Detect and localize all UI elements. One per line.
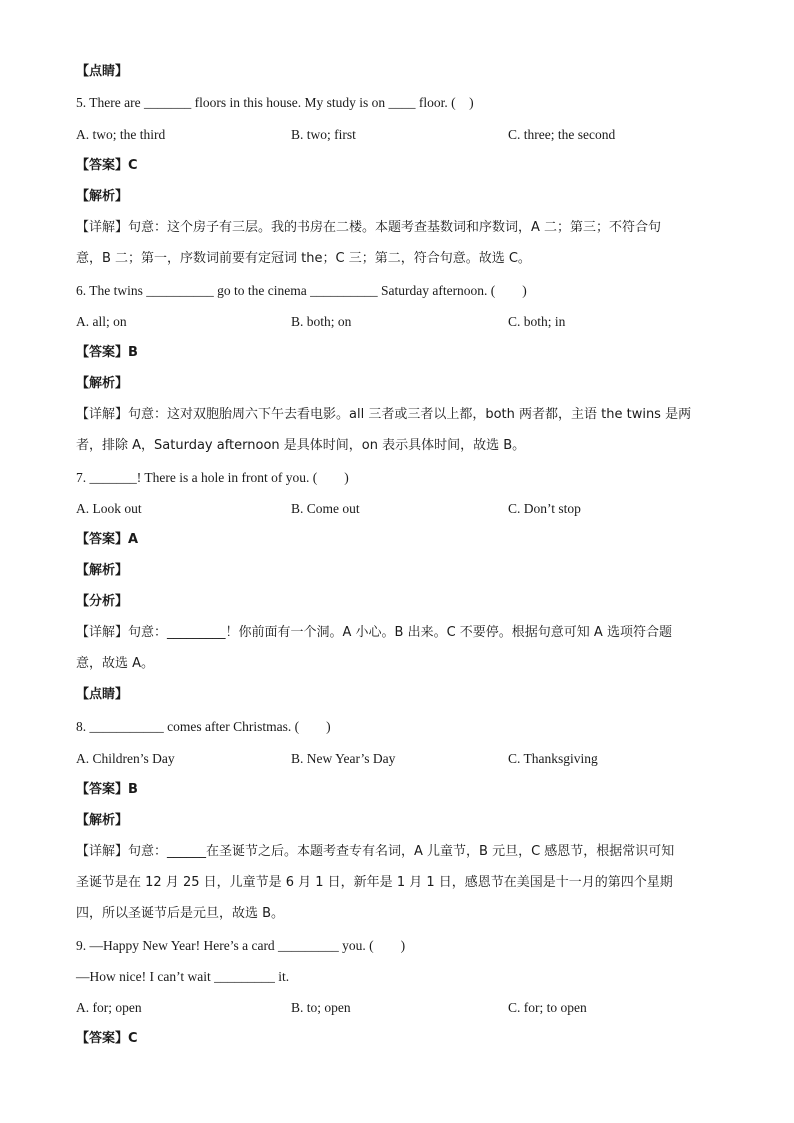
option-a: A. Look out (76, 501, 142, 516)
analysis-5-heading: 【解析】 (76, 189, 129, 204)
question-9-reply: —How nice! I can’t wait _________ it. (76, 969, 290, 984)
dianjing-heading: 【点睛】 (76, 64, 129, 79)
question-7-options (76, 500, 716, 518)
dianjing-7-heading: 【点睛】 (76, 687, 129, 702)
answer-7: 【答案】A (76, 532, 139, 547)
option-b: B. to; open (291, 1000, 351, 1015)
option-a: A. all; on (76, 314, 127, 329)
option-c: C. Thanksgiving (508, 751, 598, 766)
detail-8-line-1: 【详解】句意：______在圣诞节之后。本题考查专有名词，A 儿童节，B 元旦，C 感恩节，根据常识可知 (76, 844, 675, 859)
detail-6-line-1: 【详解】句意：这对双胞胎周六下午去看电影。all 三者或三者以上都，both 两者都，主语 the twins 是两 (76, 407, 692, 422)
question-6: 6. The twins __________ go to the cinema __________ Saturday afternoon. ( ) (76, 283, 527, 298)
option-c: C. Don’t stop (508, 501, 581, 516)
answer-6: 【答案】B (76, 345, 138, 360)
detail-8-line-2: 圣诞节是在 12 月 25 日，儿童节是 6 月 1 日，新年是 1 月 1 日，感恩节在美国是十一月的第四个星期 (76, 875, 673, 890)
detail-7-line-1: 【详解】句意：_________！你前面有一个洞。A 小心。B 出来。C 不要停。根据句意可知 A 选项符合题 (76, 625, 672, 640)
detail-8-line-3: 四，所以圣诞节后是元旦，故选 B。 (76, 906, 285, 921)
question-8: 8. ___________ comes after Christmas. ( ) (76, 719, 331, 734)
option-a: A. two; the third (76, 127, 166, 142)
option-b: B. two; first (291, 127, 356, 142)
option-c: C. three; the second (508, 127, 616, 142)
option-c: C. for; to open (508, 1000, 587, 1015)
option-b: B. Come out (291, 501, 360, 516)
question-5: 5. There are _______ floors in this house. My study is on ____ floor. ( ) (76, 95, 474, 110)
question-8-options (76, 750, 716, 768)
detail-5-line-2: 意，B 二；第一，序数词前要有定冠词 the；C 三；第二，符合句意。故选 C。 (76, 251, 531, 266)
option-c: C. both; in (508, 314, 566, 329)
option-b: B. New Year’s Day (291, 751, 396, 766)
question-7: 7. _______! There is a hole in front of you. ( ) (76, 470, 349, 485)
option-a: A. Children’s Day (76, 751, 175, 766)
question-5-options (76, 126, 716, 144)
answer-5: 【答案】C (76, 158, 138, 173)
analysis-8-heading: 【解析】 (76, 813, 129, 828)
detail-6-line-2: 者，排除 A，Saturday afternoon 是具体时间，on 表示具体时间，故选 B。 (76, 438, 526, 453)
option-a: A. for; open (76, 1000, 142, 1015)
option-b: B. both; on (291, 314, 352, 329)
analysis-6-heading: 【解析】 (76, 376, 129, 391)
detail-5-line-1: 【详解】句意：这个房子有三层。我的书房在二楼。本题考查基数词和序数词，A 二；第三；不符合句 (76, 220, 662, 235)
answer-9: 【答案】C (76, 1031, 138, 1046)
analysis-7-heading: 【解析】 (76, 563, 129, 578)
fenxi-7-heading: 【分析】 (76, 594, 129, 609)
detail-7-line-2: 意，故选 A。 (76, 656, 155, 671)
question-9: 9. —Happy New Year! Here’s a card _________ you. ( ) (76, 938, 406, 953)
question-9-options (76, 999, 716, 1017)
answer-8: 【答案】B (76, 782, 138, 797)
question-6-options (76, 313, 716, 331)
